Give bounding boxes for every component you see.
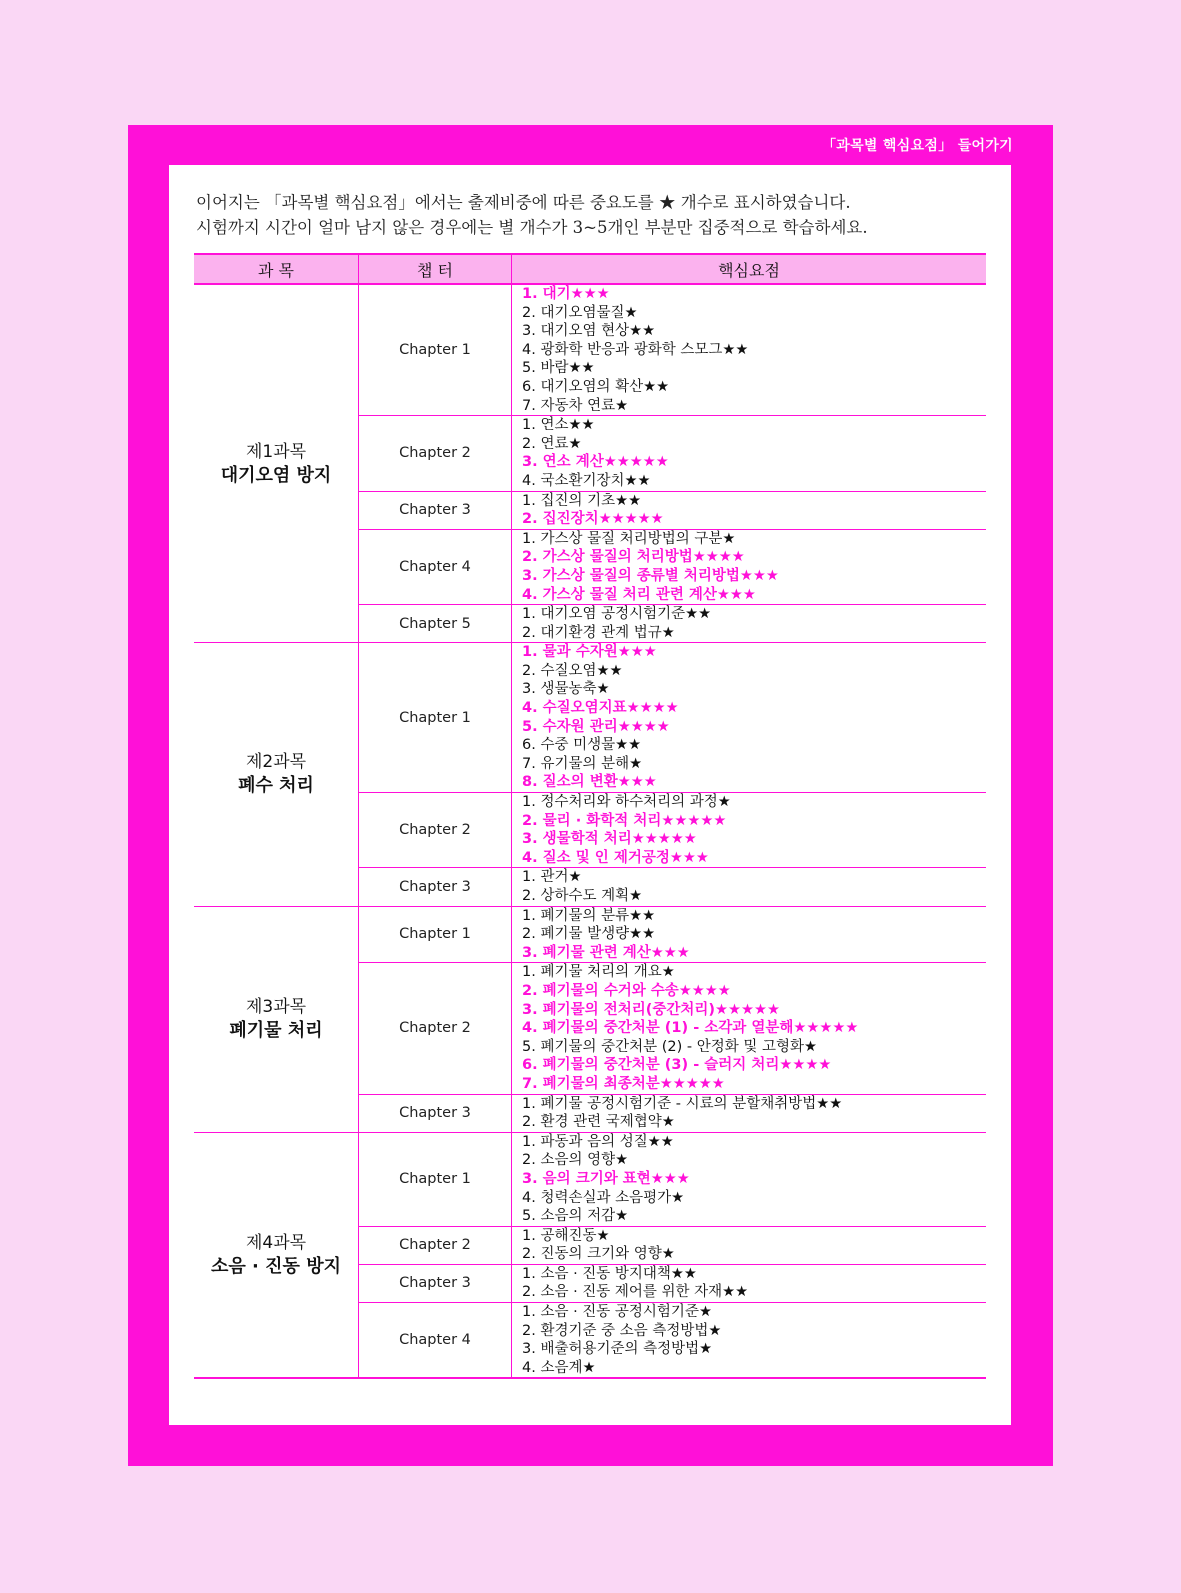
chapter-cell: Chapter 1 — [359, 643, 512, 793]
header-title: 「과목별 핵심요점」 들어가기 — [821, 138, 1013, 154]
key-point-item: 2. 대기환경 관계 법규★ — [522, 624, 675, 641]
key-point-item: 2. 소음의 영향★ — [522, 1152, 629, 1169]
chapter-cell: Chapter 1 — [359, 906, 512, 963]
table-row — [194, 906, 986, 963]
key-point-item: 4. 가스상 물질 처리 관련 계산★★★ — [522, 586, 756, 603]
key-point-item: 1. 소음 · 진동 공정시험기준★ — [522, 1304, 712, 1321]
key-point-item: 1. 폐기물 공정시험기준 - 시료의 분할채취방법★★ — [522, 1095, 843, 1112]
key-point-item: 3. 대기오염 현상★★ — [522, 323, 656, 340]
key-point-item: 2. 수질오염★★ — [522, 662, 623, 679]
key-point-item: 1. 대기★★★ — [522, 286, 610, 302]
key-points-cell — [512, 868, 987, 906]
key-point-item: 4. 국소환기장치★★ — [522, 472, 651, 489]
intro-text — [196, 190, 996, 240]
key-point-item: 3. 생물농축★ — [522, 681, 610, 698]
subject-number: 제3과목 — [245, 997, 307, 1018]
key-point-item: 1. 폐기물의 분류★★ — [522, 907, 656, 924]
subject-name: 소음 · 진동 방지 — [211, 1256, 341, 1278]
key-points-cell — [512, 284, 987, 416]
key-points-cell — [512, 491, 987, 529]
key-point-item: 3. 폐기물 관련 계산★★★ — [522, 944, 690, 961]
subject-cell — [194, 1132, 359, 1378]
key-points-cell — [512, 793, 987, 868]
key-point-item: 1. 파동과 음의 성질★★ — [522, 1133, 674, 1150]
key-point-item: 3. 배출허용기준의 측정방법★ — [522, 1341, 713, 1358]
key-point-item: 1. 연소★★ — [522, 417, 595, 434]
chapter-cell: Chapter 1 — [359, 1132, 512, 1226]
key-point-item: 1. 폐기물 처리의 개요★ — [522, 964, 675, 981]
key-points-cell — [512, 1226, 987, 1264]
key-points-cell — [512, 605, 987, 643]
key-point-item: 1. 대기오염 공정시험기준★★ — [522, 606, 712, 623]
chapter-cell: Chapter 2 — [359, 793, 512, 868]
key-point-item: 4. 소음계★ — [522, 1359, 596, 1376]
subject-cell — [194, 906, 359, 1132]
key-point-item: 1. 관거★ — [522, 869, 582, 886]
subject-name: 폐기물 처리 — [229, 1020, 323, 1042]
key-point-item: 5. 수자원 관리★★★★ — [522, 718, 670, 735]
subject-number: 제4과목 — [245, 1233, 307, 1254]
chapter-cell: Chapter 4 — [359, 1303, 512, 1379]
chapter-cell: Chapter 4 — [359, 529, 512, 604]
key-point-item: 1. 정수처리와 하수처리의 과정★ — [522, 794, 731, 811]
header-key-points: 핵심요점 — [512, 254, 987, 284]
table-body — [194, 284, 986, 1378]
key-points-cell — [512, 1303, 987, 1379]
key-point-item: 2. 환경기준 중 소음 측정방법★ — [522, 1322, 722, 1339]
key-point-item: 4. 폐기물의 중간처분 (1) - 소각과 열분해★★★★★ — [522, 1020, 859, 1037]
key-point-item: 1. 공해진동★ — [522, 1227, 610, 1244]
content-sheet — [169, 165, 1011, 1425]
key-point-item: 1. 가스상 물질 처리방법의 구분★ — [522, 530, 736, 547]
page-frame — [128, 125, 1053, 1466]
table-row — [194, 284, 986, 416]
header-subject: 과 목 — [194, 254, 359, 284]
table-row — [194, 643, 986, 793]
header-chapter: 챕 터 — [359, 254, 512, 284]
subject-number: 제2과목 — [245, 752, 307, 773]
summary-table — [194, 253, 986, 1379]
key-point-item: 1. 소음 · 진동 방지대책★★ — [522, 1265, 697, 1282]
subject-name: 폐수 처리 — [238, 775, 314, 797]
key-points-cell — [512, 1264, 987, 1302]
key-point-item: 3. 폐기물의 전처리(중간처리)★★★★★ — [522, 1001, 781, 1018]
key-point-item: 7. 유기물의 분해★ — [522, 755, 643, 772]
chapter-cell: Chapter 1 — [359, 284, 512, 416]
key-point-item: 5. 폐기물의 중간처분 (2) - 안정화 및 고형화★ — [522, 1038, 817, 1055]
key-point-item: 8. 질소의 변환★★★ — [522, 774, 657, 791]
subject-cell — [194, 284, 359, 643]
key-points-cell — [512, 1132, 987, 1226]
key-point-item: 4. 수질오염지표★★★★ — [522, 700, 679, 717]
key-points-cell — [512, 963, 987, 1094]
key-point-item: 4. 질소 및 인 제거공정★★★ — [522, 849, 709, 866]
chapter-cell: Chapter 3 — [359, 1264, 512, 1302]
key-point-item: 1. 집진의 기초★★ — [522, 492, 642, 509]
chapter-cell: Chapter 2 — [359, 963, 512, 1094]
key-point-item: 6. 대기오염의 확산★★ — [522, 378, 670, 395]
intro-line: 이어지는 「과목별 핵심요점」에서는 출제비중에 따른 중요도를 ★ 개수로 표시하였습니다. — [196, 193, 851, 212]
key-point-item: 2. 연료★ — [522, 435, 582, 452]
key-point-item: 3. 음의 크기와 표현★★★ — [522, 1170, 690, 1187]
chapter-cell: Chapter 2 — [359, 416, 512, 491]
key-point-item: 2. 상하수도 계획★ — [522, 888, 643, 904]
key-point-item: 4. 청력손실과 소음평가★ — [522, 1189, 685, 1206]
key-points-cell — [512, 643, 987, 793]
table-header-row — [194, 254, 986, 284]
key-point-item: 2. 폐기물 발생량★★ — [522, 926, 656, 943]
chapter-cell: Chapter 2 — [359, 1226, 512, 1264]
key-point-item: 2. 소음 · 진동 제어를 위한 자재★★ — [522, 1284, 749, 1301]
chapter-cell: Chapter 5 — [359, 605, 512, 643]
key-point-item: 2. 대기오염물질★ — [522, 304, 638, 321]
key-point-item: 2. 집진장치★★★★★ — [522, 511, 664, 528]
key-points-cell — [512, 416, 987, 491]
subject-name: 대기오염 방지 — [220, 464, 332, 486]
key-points-cell — [512, 906, 987, 963]
subject-number: 제1과목 — [245, 441, 307, 462]
key-point-item: 1. 물과 수자원★★★ — [522, 644, 657, 661]
chapter-cell: Chapter 3 — [359, 491, 512, 529]
key-point-item: 4. 광화학 반응과 광화학 스모그★★ — [522, 341, 749, 358]
key-point-item: 2. 물리 · 화학적 처리★★★★★ — [522, 812, 727, 829]
key-point-item: 3. 연소 계산★★★★★ — [522, 454, 669, 471]
key-points-cell — [512, 1094, 987, 1132]
intro-line: 시험까지 시간이 얼마 남지 않은 경우에는 별 개수가 3~5개인 부분만 집중적으로 학습하세요. — [196, 218, 868, 237]
key-point-item: 2. 진동의 크기와 영향★ — [522, 1246, 675, 1263]
key-point-item: 6. 수중 미생물★★ — [522, 737, 642, 754]
key-point-item: 2. 가스상 물질의 처리방법★★★★ — [522, 549, 745, 566]
key-point-item: 2. 폐기물의 수거와 수송★★★★ — [522, 982, 731, 999]
key-point-item: 6. 폐기물의 중간처분 (3) - 슬러지 처리★★★★ — [522, 1057, 832, 1074]
chapter-cell: Chapter 3 — [359, 868, 512, 906]
key-point-item: 5. 소음의 저감★ — [522, 1208, 629, 1225]
key-point-item: 3. 가스상 물질의 종류별 처리방법★★★ — [522, 567, 779, 584]
table-row — [194, 1132, 986, 1226]
chapter-cell: Chapter 3 — [359, 1094, 512, 1132]
key-point-item: 5. 바람★★ — [522, 360, 595, 377]
key-point-item: 7. 자동차 연료★ — [522, 397, 629, 414]
key-point-item: 2. 환경 관련 국제협약★ — [522, 1114, 675, 1131]
subject-cell — [194, 643, 359, 906]
key-point-item: 3. 생물학적 처리★★★★★ — [522, 831, 697, 848]
key-points-cell — [512, 529, 987, 604]
key-point-item: 7. 폐기물의 최종처분★★★★★ — [522, 1075, 725, 1092]
